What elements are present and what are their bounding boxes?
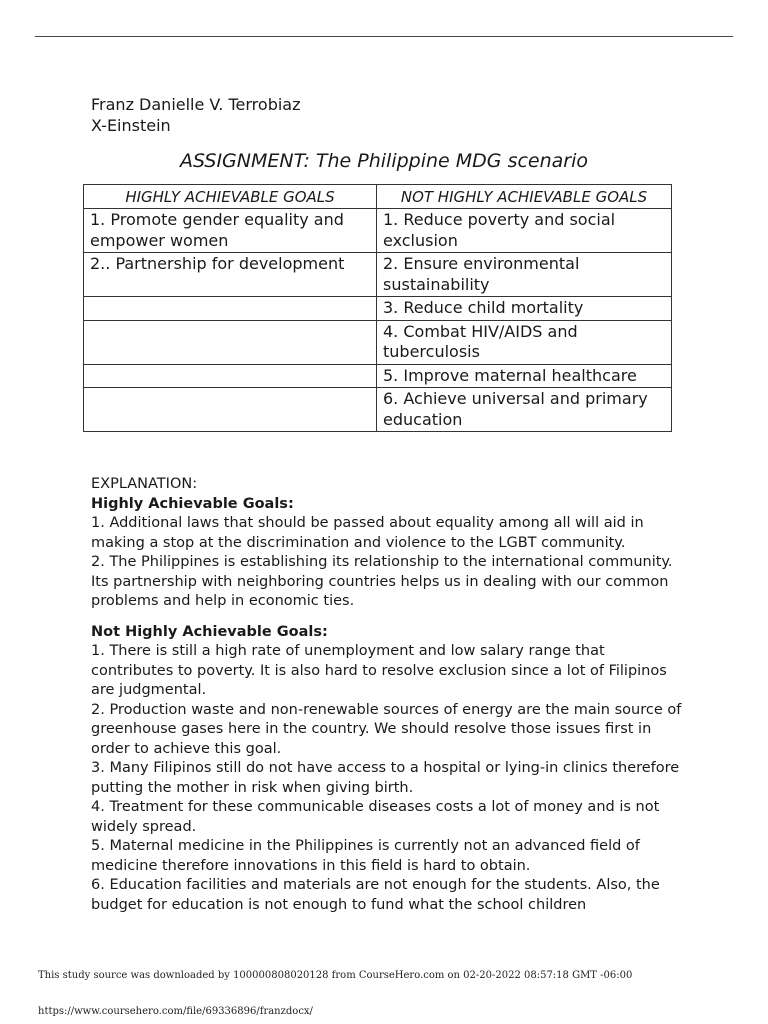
table-row [84,388,672,432]
table-cell [84,364,377,388]
table-row [84,364,672,388]
table-row [84,320,672,364]
table-cell [84,388,377,432]
table-row [84,209,672,253]
table-header-row [84,185,672,209]
highly-explanation-item: 1. Additional laws that should be passed about equality among all will aid in making a stop at the discrimination and violence to the LGBT community. [91,515,644,551]
top-divider [35,36,733,37]
explanation-section [91,475,691,915]
highly-achievable-heading: Highly Achievable Goals: [91,495,294,512]
student-name: Franz Danielle V. Terrobiaz [91,95,301,114]
not-highly-explanation-item: 6. Education facilities and materials are not enough for the students. Also, the budget for education is not enough to fund what the school children [91,877,660,913]
paragraph-gap [91,612,691,623]
table-cell: 1. Promote gender equality and empower women [84,209,377,253]
column-header-highly: HIGHLY ACHIEVABLE GOALS [84,185,377,209]
table-cell: 2.. Partnership for development [84,253,377,297]
table-cell: 2. Ensure environmental sustainability [377,253,672,297]
student-section: X-Einstein [91,116,171,135]
table-row [84,253,672,297]
table-cell: 6. Achieve universal and primary education [377,388,672,432]
table-cell: 5. Improve maternal healthcare [377,364,672,388]
mdg-goals-table [83,184,672,432]
table-cell: 1. Reduce poverty and social exclusion [377,209,672,253]
not-highly-explanation-item: 3. Many Filipinos still do not have access to a hospital or lying-in clinics therefore putting the mother in risk when giving birth. [91,760,680,796]
not-highly-explanation-item: 4. Treatment for these communicable diseases costs a lot of money and is not widely spread. [91,799,660,835]
source-url-link[interactable]: https://www.coursehero.com/file/69336896/franzdocx/ [38,1006,313,1017]
not-highly-explanation-item: 5. Maternal medicine in the Philippines is currently not an advanced field of medicine therefore innovations in this field is hard to obtain. [91,838,640,874]
not-highly-explanation-item: 1. There is still a high rate of unemployment and low salary range that contributes to poverty. It is also hard to resolve exclusion since a lot of Filipinos are judgmental. [91,643,667,698]
column-header-not-highly: NOT HIGHLY ACHIEVABLE GOALS [377,185,672,209]
table-cell [84,320,377,364]
author-block [91,94,301,136]
highly-explanation-item: 2. The Philippines is establishing its relationship to the international community. Its partnership with neighboring countries helps us in dealing with our common problems and help in economic ties. [91,554,673,609]
table-cell [84,297,377,321]
table-cell: 4. Combat HIV/AIDS and tuberculosis [377,320,672,364]
table-cell: 3. Reduce child mortality [377,297,672,321]
download-notice: This study source was downloaded by 100000808020128 from CourseHero.com on 02-20-2022 08:57:18 GMT -06:00 [38,970,633,981]
not-highly-explanation-item: 2. Production waste and non-renewable sources of energy are the main source of greenhouse gases here in the country. We should resolve those issues first in order to achieve this goal. [91,701,682,757]
document-title: ASSIGNMENT: The Philippine MDG scenario [180,150,588,172]
table-row [84,297,672,321]
not-highly-achievable-heading: Not Highly Achievable Goals: [91,623,328,640]
explanation-label: EXPLANATION: [91,476,198,492]
